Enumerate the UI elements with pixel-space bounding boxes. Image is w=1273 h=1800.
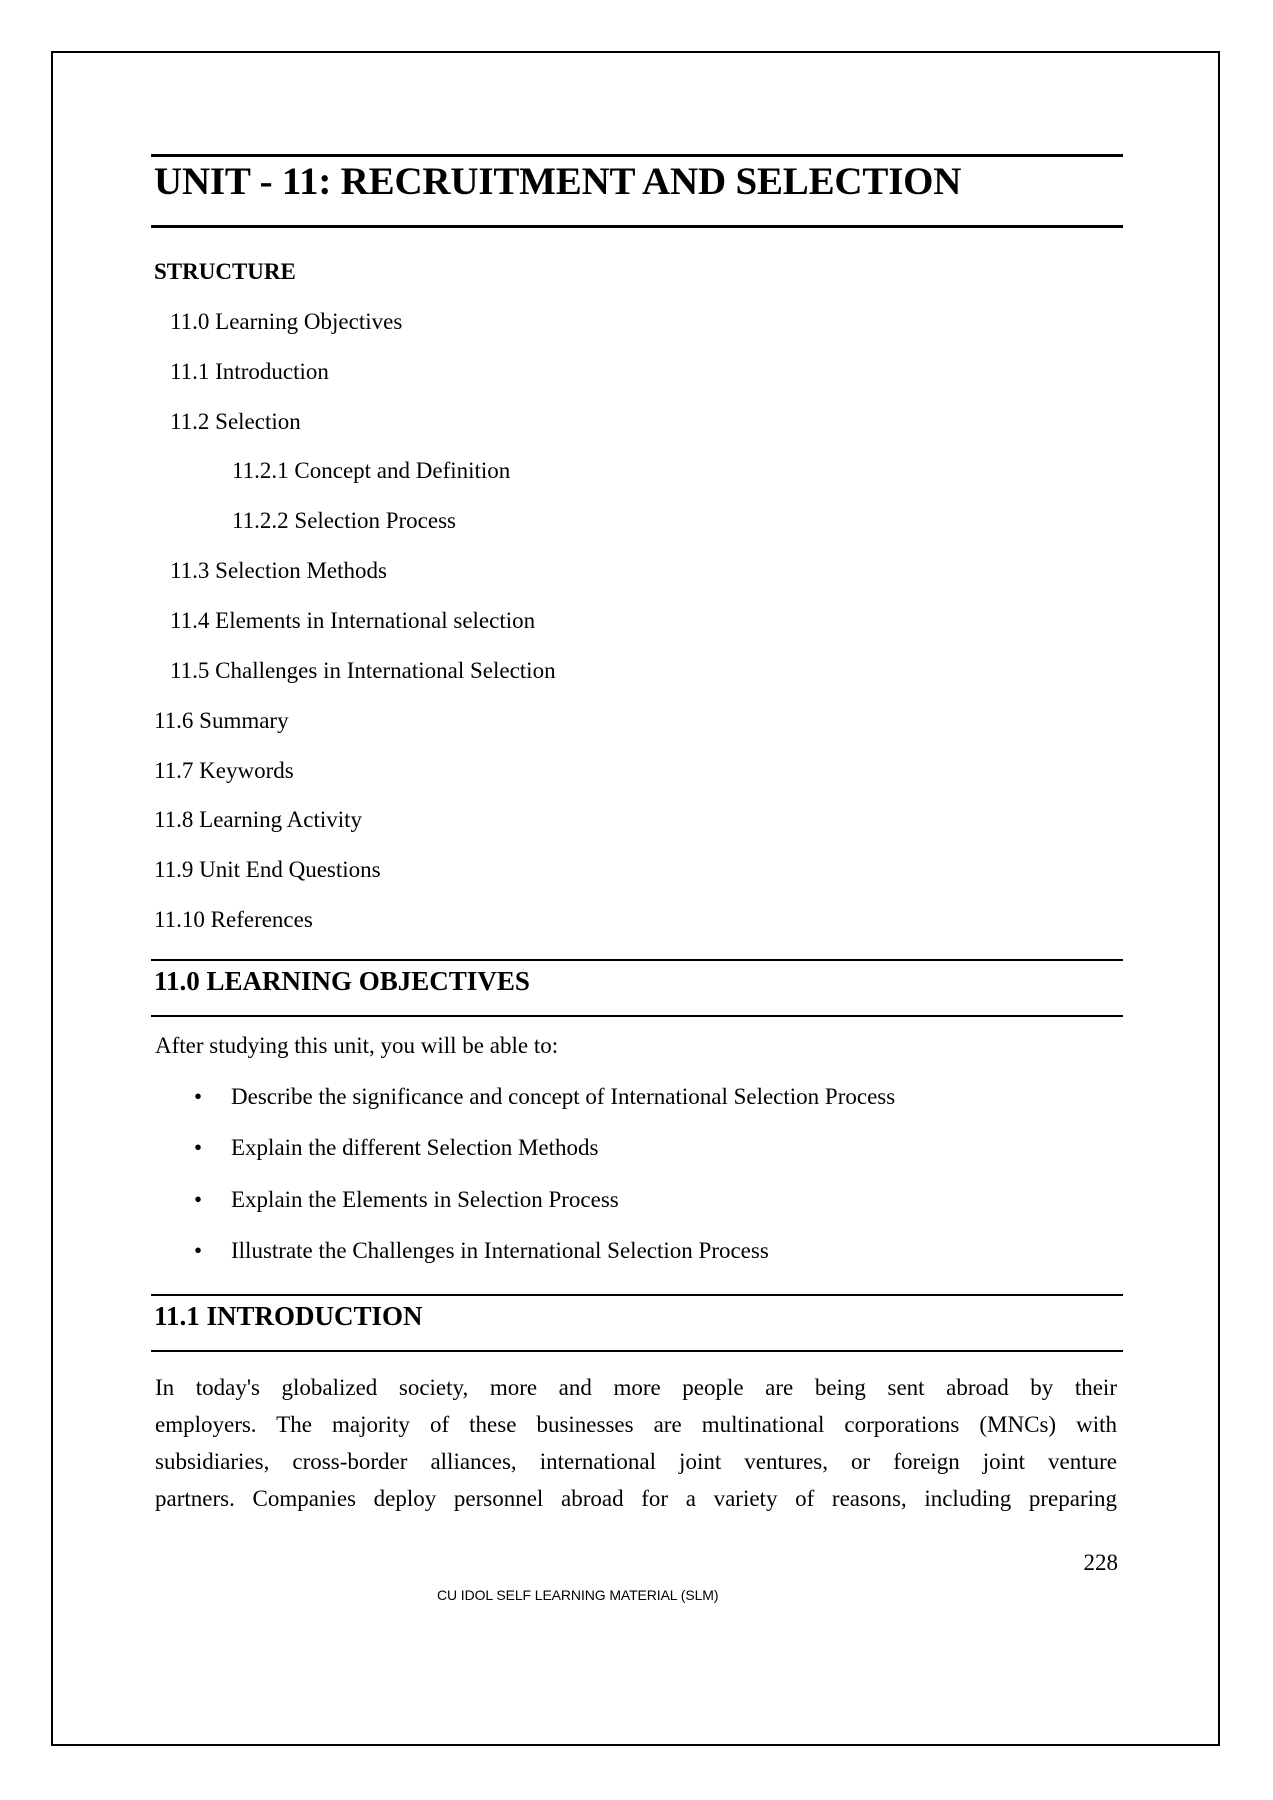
toc-item[interactable]: 11.1 Introduction bbox=[170, 359, 329, 384]
introduction-top-rule bbox=[151, 1294, 1123, 1296]
paragraph-line: employers. The majority of these businesses are multinational corporations (MNCs) with bbox=[155, 1412, 1117, 1437]
toc-item[interactable]: 11.7 Keywords bbox=[154, 758, 294, 783]
toc-item[interactable]: 11.9 Unit End Questions bbox=[154, 857, 381, 882]
toc-item[interactable]: 11.6 Summary bbox=[154, 708, 289, 733]
toc-item[interactable]: 11.4 Elements in International selection bbox=[170, 608, 536, 633]
title-bottom-rule bbox=[151, 225, 1123, 228]
bullet-icon: • bbox=[194, 1084, 203, 1109]
introduction-paragraph bbox=[155, 1369, 1117, 1517]
paragraph-line: subsidiaries, cross-border alliances, international joint ventures, or foreign joint venture bbox=[155, 1449, 1117, 1474]
toc-item[interactable]: 11.2.1 Concept and Definition bbox=[232, 458, 511, 483]
bullet-icon: • bbox=[194, 1135, 203, 1160]
toc-item[interactable]: 11.8 Learning Activity bbox=[154, 807, 363, 832]
toc-item[interactable]: 11.2.2 Selection Process bbox=[232, 508, 457, 533]
toc-item[interactable]: 11.5 Challenges in International Selection bbox=[170, 658, 556, 683]
objective-text: Illustrate the Challenges in International Selection Process bbox=[231, 1238, 769, 1263]
objectives-top-rule bbox=[151, 959, 1123, 961]
objective-text: Explain the different Selection Methods bbox=[231, 1135, 599, 1160]
section-heading-learning-objectives: 11.0 LEARNING OBJECTIVES bbox=[154, 966, 530, 996]
bullet-icon: • bbox=[194, 1238, 203, 1263]
objectives-intro: After studying this unit, you will be able to: bbox=[155, 1033, 559, 1058]
objectives-bottom-rule bbox=[151, 1015, 1123, 1017]
page-number: 228 bbox=[1083, 1550, 1118, 1575]
introduction-bottom-rule bbox=[151, 1350, 1123, 1352]
bullet-icon: • bbox=[194, 1187, 203, 1212]
paragraph-line: In today's globalized society, more and more people are being sent abroad by their bbox=[155, 1375, 1117, 1400]
objective-item bbox=[190, 1237, 769, 1265]
objective-item bbox=[190, 1134, 598, 1162]
objective-text: Describe the significance and concept of International Selection Process bbox=[231, 1084, 896, 1109]
toc-item[interactable]: 11.3 Selection Methods bbox=[170, 558, 387, 583]
objective-item bbox=[190, 1186, 619, 1214]
objective-text: Explain the Elements in Selection Process bbox=[231, 1187, 619, 1212]
section-heading-introduction: 11.1 INTRODUCTION bbox=[154, 1301, 423, 1331]
title-top-rule bbox=[151, 154, 1123, 157]
toc-item[interactable]: 11.2 Selection bbox=[170, 409, 301, 434]
toc-item[interactable]: 11.10 References bbox=[154, 907, 313, 932]
toc-item[interactable]: 11.0 Learning Objectives bbox=[170, 309, 403, 334]
objective-item bbox=[190, 1083, 895, 1111]
unit-title: UNIT - 11: RECRUITMENT AND SELECTION bbox=[154, 160, 962, 203]
paragraph-line: partners. Companies deploy personnel abroad for a variety of reasons, including preparing bbox=[155, 1486, 1117, 1511]
structure-label: STRUCTURE bbox=[154, 259, 296, 284]
footer-text: CU IDOL SELF LEARNING MATERIAL (SLM) bbox=[437, 1587, 719, 1603]
